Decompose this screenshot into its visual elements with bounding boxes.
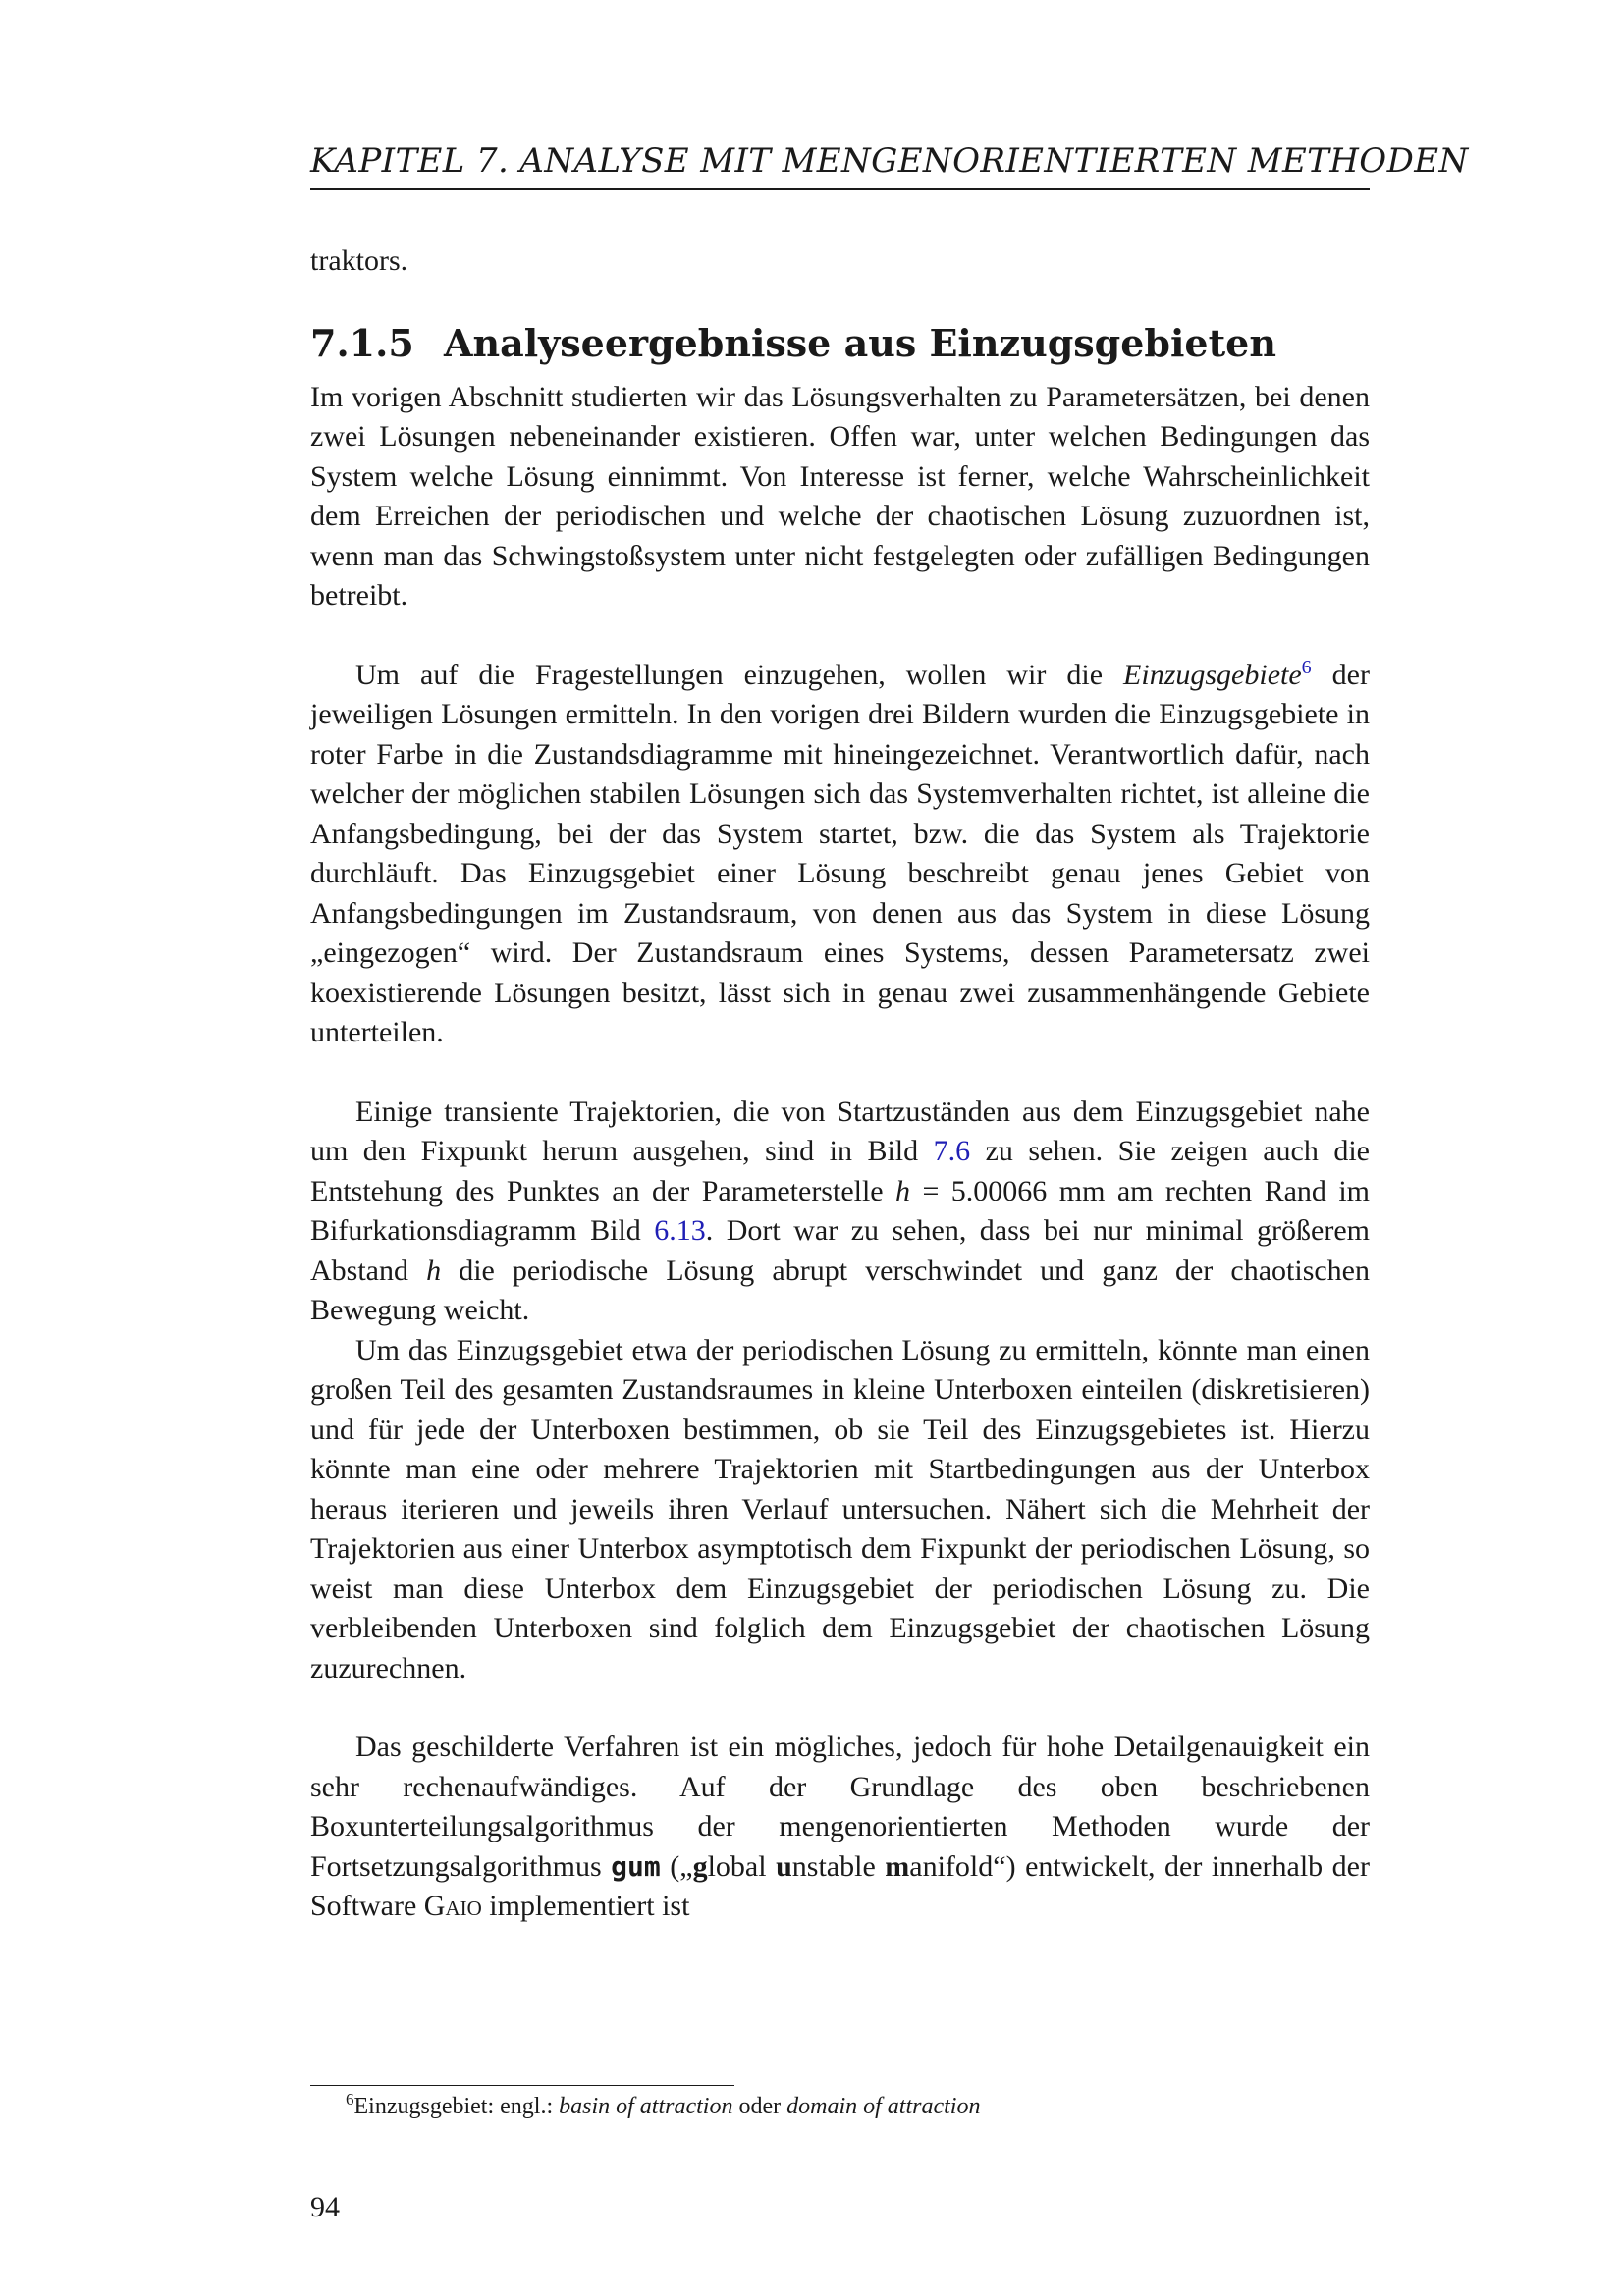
page-body	[310, 241, 1370, 1927]
figure-link-7-6[interactable]: 7.6	[933, 1135, 971, 1167]
variable-h: h	[895, 1174, 911, 1207]
paragraph-1: Im vorigen Abschnitt studierten wir das Lösungsverhalten zu Parametersätzen, bei denen zwei Lösungen nebeneinander existieren. Offen war, unter welchen Bedingungen das System welche Lösung einnimmt. Von Interesse ist ferner, welche Wahrscheinlichkeit dem Erreichen der periodischen und welche der chaotischen Lösung zuzuordnen ist, wenn man das Schwingstoßsystem unter nicht festgelegten oder zufälligen Bedingungen betreibt.	[310, 380, 1370, 612]
footnote-6: $^6$Einzugsgebiet: engl.: basin of attraction oder domain of attraction	[346, 2090, 981, 2119]
running-header: KAPITEL 7. ANALYSE MIT MENGENORIENTIERTEN METHODEN	[310, 141, 1370, 190]
figure-link-6-13[interactable]: 6.13	[654, 1214, 706, 1247]
paragraph-5: Das geschilderte Verfahren ist ein mögliches, jedoch für hohe Detailgenauigkeit ein sehr rechenaufwändiges. Auf der Grundlage des oben beschriebenen Boxunterteilungsalgorithmus der mengenorientierten Methoden wurde der Fortsetzungsalgorithmus gum („global unstable manifold“) entwickelt, der innerhalb der Software Gaio implementiert ist	[310, 1731, 1370, 1922]
software-name: Gaio	[423, 1890, 482, 1922]
section-number: 7.1.5	[310, 320, 414, 365]
paragraph-4: Um das Einzugsgebiet etwa der periodischen Lösung zu ermitteln, könnte man einen großen Teil des gesamten Zustandsraumes in kleine Unterboxen einteilen (diskretisieren) und für jede der Unterboxen bestimmen, ob sie Teil des Einzugsgebietes ist. Hierzu könnte man eine oder mehrere Trajektorien mit Startbedingungen aus der Unterbox heraus iterieren und jeweils ihren Verlauf untersuchen. Nähert sich die Mehrheit der Trajektorien aus einer Unterbox asymptotisch dem Fixpunkt der periodischen Lösung, so weist man diese Unterbox dem Einzugsgebiet der periodischen Lösung zu. Die verbleibenden Unterboxen sind folglich dem Einzugsgebiet der chaotischen Lösung zuzurechnen.	[310, 1333, 1370, 1684]
paragraph-2: Um auf die Fragestellungen einzugehen, wollen wir die Einzugsgebiete$^6$ der jeweiligen Lösungen ermitteln. In den vorigen drei Bildern wurden die Einzugsgebiete in roter Farbe in die Zustandsdiagramme mit hineingezeichnet. Verantwortlich dafür, nach welcher der möglichen stabilen Lösungen sich das Systemverhalten richtet, ist alleine die Anfangsbedingung, bei der das System startet, bzw. die das System als Trajektorie durchläuft. Das Einzugsgebiet einer Lösung beschreibt genau jenes Gebiet von Anfangsbedingungen im Zustandsraum, von denen aus das System in diese Lösung „eingezogen“ wird. Der Zustandsraum eines Systems, dessen Parametersatz zwei koexistierende Lösungen besitzt, lässt sich in genau zwei zusammenhängende Gebiete unterteilen.	[310, 656, 1370, 1048]
page-number: 94	[310, 2191, 340, 2223]
variable-h: h	[426, 1254, 442, 1287]
paragraph-3: Einige transiente Trajektorien, die von Startzuständen aus dem Einzugsgebiet nahe um den Fixpunkt herum ausgehen, sind in Bild 7.6 zu sehen. Sie zeigen auch die Entstehung des Punktes an der Parameterstelle h = 5.00066 mm am rechten Rand im Bifurkationsdiagramm Bild 6.13. Dort war zu sehen, dass bei nur minimal größerem Abstand h die periodische Lösung abrupt verschwindet und ganz der chaotischen Bewegung weicht.	[310, 1095, 1371, 1326]
term-einzugsgebiete: Einzugsgebiete	[1123, 658, 1302, 691]
footnote-rule	[310, 2085, 734, 2086]
section-title: Analyseergebnisse aus Einzugsgebieten	[444, 320, 1276, 365]
footnote-reference[interactable]: 6	[1301, 656, 1312, 678]
footnote-mark: 6	[346, 2090, 354, 2109]
section-heading	[310, 321, 1370, 366]
carryover-text: traktors.	[310, 244, 408, 277]
code-gum: gum	[611, 1849, 661, 1883]
